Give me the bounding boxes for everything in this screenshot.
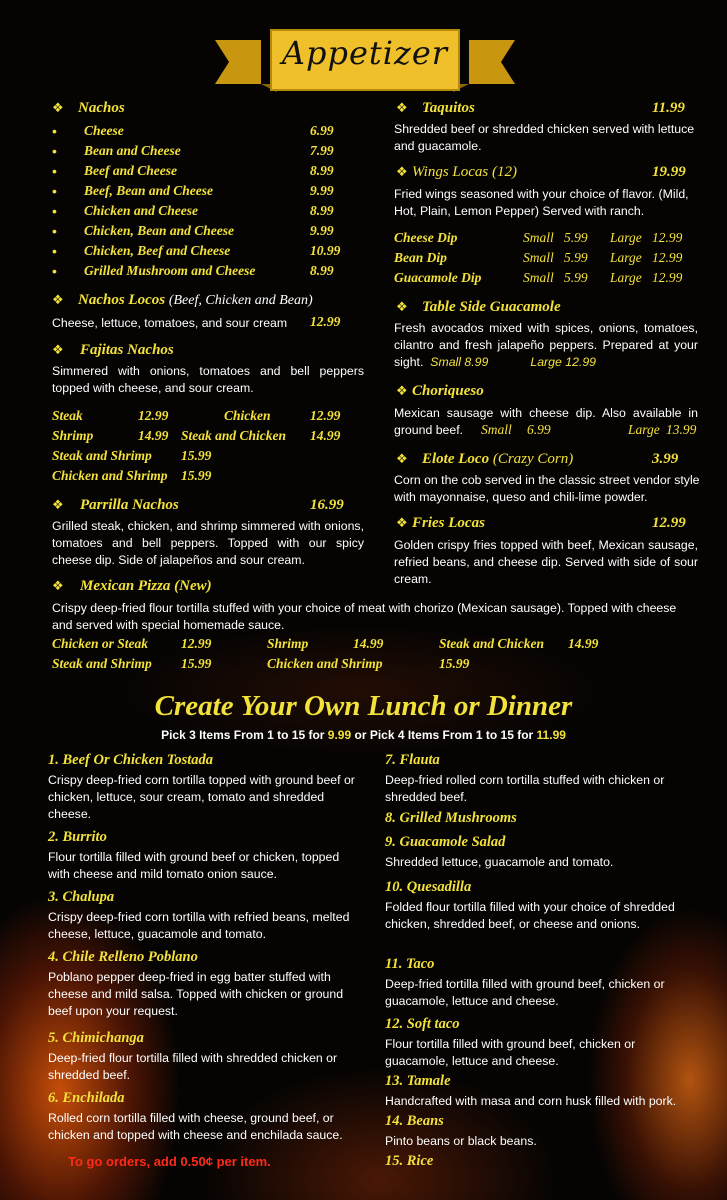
pizza-price: 15.99 xyxy=(439,656,470,671)
taquitos-desc: Shredded beef or shredded chicken served with lettuce and guacamole. xyxy=(394,122,695,153)
dip-name: Guacamole Dip xyxy=(394,270,482,285)
dip-name: Cheese Dip xyxy=(394,230,458,245)
appetizer-banner xyxy=(215,26,515,96)
dip-large-label: Large xyxy=(610,270,642,285)
pizza-price: 14.99 xyxy=(353,636,384,651)
diamond-bullet-icon: ❖ xyxy=(396,516,408,531)
combo-item-name: 3. Chalupa xyxy=(48,889,115,905)
combo-item-desc: Deep-fried tortilla filled with ground beef, chicken or guacamole, lettuce and cheese. xyxy=(385,977,665,1008)
combo-item-name: 8. Grilled Mushrooms xyxy=(385,810,517,826)
nachos-item-name: Chicken and Cheese xyxy=(84,203,199,218)
diamond-bullet-icon: ❖ xyxy=(52,293,64,308)
fajitas-heading: Fajitas Nachos xyxy=(80,342,174,358)
dip-large-price: 12.99 xyxy=(652,250,683,265)
bullet-icon: • xyxy=(52,183,57,199)
dip-small-label: Small xyxy=(523,270,554,285)
bullet-icon: • xyxy=(52,243,57,259)
combo-item-desc: Deep-fried rolled corn tortilla stuffed with chicken or shredded beef. xyxy=(385,773,665,804)
pizza-option: Chicken and Shrimp xyxy=(267,656,383,671)
fries-desc: Golden crispy fries topped with beef, Mexican sausage, refried beans, and cheese dip. Served with side of sour cream. xyxy=(394,538,698,586)
bullet-icon: • xyxy=(52,263,57,279)
elote-heading: Elote Loco (Crazy Corn) xyxy=(422,451,574,467)
pizza-option: Shrimp xyxy=(267,636,309,651)
dip-small-price: 5.99 xyxy=(564,270,588,285)
choriqueso-heading: Choriqueso xyxy=(412,383,484,399)
diamond-bullet-icon: ❖ xyxy=(396,452,408,467)
nachos-heading: Nachos xyxy=(78,100,125,116)
combo-item-name: 14. Beans xyxy=(385,1113,444,1129)
combo-item-name: 9. Guacamole Salad xyxy=(385,834,506,850)
combo-item-desc: Crispy deep-fried corn tortilla with refried beans, melted cheese, lettuce, guacamole and tomato. xyxy=(48,910,350,941)
pizza-option: Steak and Chicken xyxy=(439,636,545,651)
bullet-icon: • xyxy=(52,143,57,159)
combo-item-desc: Handcrafted with masa and corn husk filled with pork. xyxy=(385,1094,677,1108)
nachos-item-name: Cheese xyxy=(84,123,124,138)
nachos-item-name: Chicken, Bean and Cheese xyxy=(84,223,235,238)
fries-heading: Fries Locas xyxy=(412,515,485,531)
choriqueso-large-label: Large xyxy=(628,422,660,437)
diamond-bullet-icon: ❖ xyxy=(52,498,64,513)
combo-item-name: 10. Quesadilla xyxy=(385,879,472,895)
nachos-item-price: 8.99 xyxy=(310,263,334,278)
elote-desc: Corn on the cob served in the classic street vendor style with mayonnaise, queso and chili-lime powder. xyxy=(394,473,700,504)
diamond-bullet-icon: ❖ xyxy=(52,343,64,358)
nachos-locos-price: 12.99 xyxy=(310,314,341,329)
dip-large-price: 12.99 xyxy=(652,230,683,245)
dip-large-label: Large xyxy=(610,250,642,265)
nachos-locos-desc: Cheese, lettuce, tomatoes, and sour cream xyxy=(52,316,288,330)
combo-item-desc: Folded flour tortilla filled with your choice of shredded chicken, shredded beef, or cheese and onions. xyxy=(385,900,675,931)
fajitas-option: Steak xyxy=(52,408,83,423)
combo-item-desc: Pinto beans or black beans. xyxy=(385,1134,537,1148)
choriqueso-desc: Mexican sausage with cheese dip. Also available in ground beef. xyxy=(394,406,698,437)
fajitas-price: 15.99 xyxy=(181,468,212,483)
nachos-item-price: 7.99 xyxy=(310,143,334,158)
nachos-item-name: Grilled Mushroom and Cheese xyxy=(84,263,256,278)
wings-heading: Wings Locas (12) xyxy=(412,164,517,180)
combo-item-name: 1. Beef Or Chicken Tostada xyxy=(48,752,214,768)
fajitas-option: Steak and Shrimp xyxy=(52,448,152,463)
fajitas-desc: Simmered with onions, tomatoes and bell peppers topped with cheese, and sour cream. xyxy=(52,364,364,395)
nachos-item-price: 10.99 xyxy=(310,243,341,258)
nachos-item-price: 8.99 xyxy=(310,163,334,178)
dip-small-price: 5.99 xyxy=(564,250,588,265)
combo-item-name: 15. Rice xyxy=(385,1153,434,1169)
choriqueso-large-price: 13.99 xyxy=(666,422,697,437)
dip-large-price: 12.99 xyxy=(652,270,683,285)
combo-item-name: 5. Chimichanga xyxy=(48,1030,144,1046)
combo-item-desc: Deep-fried flour tortilla filled with shredded chicken or shredded beef. xyxy=(48,1051,338,1082)
pizza-option: Chicken or Steak xyxy=(52,636,149,651)
page-title: Appetizer xyxy=(281,34,449,72)
wings-desc: Fried wings seasoned with your choice of flavor. (Mild, Hot, Plain, Lemon Pepper) Served with ranch. xyxy=(394,187,689,218)
combo-item-name: 4. Chile Relleno Poblano xyxy=(48,949,198,965)
nachos-item-price: 9.99 xyxy=(310,183,334,198)
diamond-bullet-icon: ❖ xyxy=(52,579,64,594)
combo-item-name: 12. Soft taco xyxy=(385,1016,460,1032)
nachos-item-name: Beef, Bean and Cheese xyxy=(84,183,213,198)
parrilla-heading: Parrilla Nachos xyxy=(80,497,179,513)
combo-item-name: 6. Enchilada xyxy=(48,1090,125,1106)
dip-small-label: Small xyxy=(523,250,554,265)
nachos-item-price: 8.99 xyxy=(310,203,334,218)
bullet-icon: • xyxy=(52,163,57,179)
pizza-price: 15.99 xyxy=(181,656,212,671)
combo-item-desc: Shredded lettuce, guacamole and tomato. xyxy=(385,855,614,869)
combo-title: Create Your Own Lunch or Dinner xyxy=(154,690,573,722)
combo-item-name: 13. Tamale xyxy=(385,1073,451,1089)
diamond-bullet-icon: ❖ xyxy=(52,101,64,116)
combo-item-desc: Poblano pepper deep-fried in egg batter stuffed with cheese and mild salsa. Topped with chicken or ground beef upon your request. xyxy=(48,970,344,1018)
togo-note: To go orders, add 0.50¢ per item. xyxy=(68,1154,271,1169)
fajitas-option: Chicken xyxy=(224,408,271,423)
fajitas-option: Shrimp xyxy=(52,428,94,443)
combo-item-name: 7. Flauta xyxy=(385,752,440,768)
fajitas-option: Steak and Chicken xyxy=(181,428,287,443)
diamond-bullet-icon: ❖ xyxy=(396,101,408,116)
pizza-price: 12.99 xyxy=(181,636,212,651)
pizza-desc: Crispy deep-fried flour tortilla stuffed with your choice of meat with chorizo (Mexican sausage). Topped with cheese and served with special homemade sauce. xyxy=(52,601,677,632)
bullet-icon: • xyxy=(52,223,57,239)
combo-item-desc: Rolled corn tortilla filled with cheese, ground beef, or chicken and topped with cheese and enchilada sauce. xyxy=(48,1111,343,1142)
dip-large-label: Large xyxy=(610,230,642,245)
combo-item-desc: Flour tortilla filled with ground beef, chicken or guacamole, lettuce and cheese. xyxy=(385,1037,636,1068)
elote-price: 3.99 xyxy=(652,451,679,467)
fajitas-price: 15.99 xyxy=(181,448,212,463)
dip-small-label: Small xyxy=(523,230,554,245)
dip-name: Bean Dip xyxy=(394,250,447,265)
choriqueso-small-label: Small xyxy=(481,422,512,437)
fries-price: 12.99 xyxy=(652,515,686,531)
nachos-item-name: Beef and Cheese xyxy=(84,163,177,178)
bullet-icon: • xyxy=(52,203,57,219)
taquitos-heading: Taquitos xyxy=(422,100,475,116)
nachos-item-name: Bean and Cheese xyxy=(84,143,181,158)
parrilla-price: 16.99 xyxy=(310,497,344,513)
choriqueso-small-price: 6.99 xyxy=(527,422,551,437)
nachos-item-name: Chicken, Beef and Cheese xyxy=(84,243,231,258)
fajitas-price: 12.99 xyxy=(310,408,341,423)
parrilla-desc: Grilled steak, chicken, and shrimp simmered with onions, tomatoes and bell peppers. Topped with our spicy cheese dip. Side of jalapeños and sour cream. xyxy=(52,519,364,567)
diamond-bullet-icon: ❖ xyxy=(396,300,408,315)
nachos-locos-heading: Nachos Locos (Beef, Chicken and Bean) xyxy=(78,292,313,308)
pizza-heading: Mexican Pizza (New) xyxy=(80,578,212,594)
pizza-price: 14.99 xyxy=(568,636,599,651)
bullet-icon: • xyxy=(52,123,57,139)
combo-item-desc: Crispy deep-fried corn tortilla topped with ground beef or chicken, lettuce, sour cream, tomato and shredded cheese. xyxy=(48,773,355,821)
combo-item-name: 11. Taco xyxy=(385,956,435,972)
guacamole-heading: Table Side Guacamole xyxy=(422,299,561,315)
diamond-bullet-icon: ❖ xyxy=(396,384,408,399)
fajitas-option: Chicken and Shrimp xyxy=(52,468,168,483)
pizza-option: Steak and Shrimp xyxy=(52,656,152,671)
fajitas-price: 12.99 xyxy=(138,408,169,423)
diamond-bullet-icon: ❖ xyxy=(396,165,408,180)
nachos-item-price: 6.99 xyxy=(310,123,334,138)
combo-subtitle: Pick 3 Items From 1 to 15 for 9.99 or Pick 4 Items From 1 to 15 for 11.99 xyxy=(161,728,566,742)
combo-item-desc: Flour tortilla filled with ground beef or chicken, topped with cheese and mild tomato onion sauce. xyxy=(48,850,340,881)
guacamole-desc: Fresh avocados mixed with spices, onions, tomatoes, cilantro and fresh jalapeño peppers. Prepared at your sight. Small 8.99 Large 12.99 xyxy=(394,321,698,369)
nachos-item-price: 9.99 xyxy=(310,223,334,238)
wings-price: 19.99 xyxy=(652,164,686,180)
combo-item-name: 2. Burrito xyxy=(48,829,107,845)
fajitas-price: 14.99 xyxy=(138,428,169,443)
fajitas-price: 14.99 xyxy=(310,428,341,443)
dip-small-price: 5.99 xyxy=(564,230,588,245)
taquitos-price: 11.99 xyxy=(652,100,685,116)
